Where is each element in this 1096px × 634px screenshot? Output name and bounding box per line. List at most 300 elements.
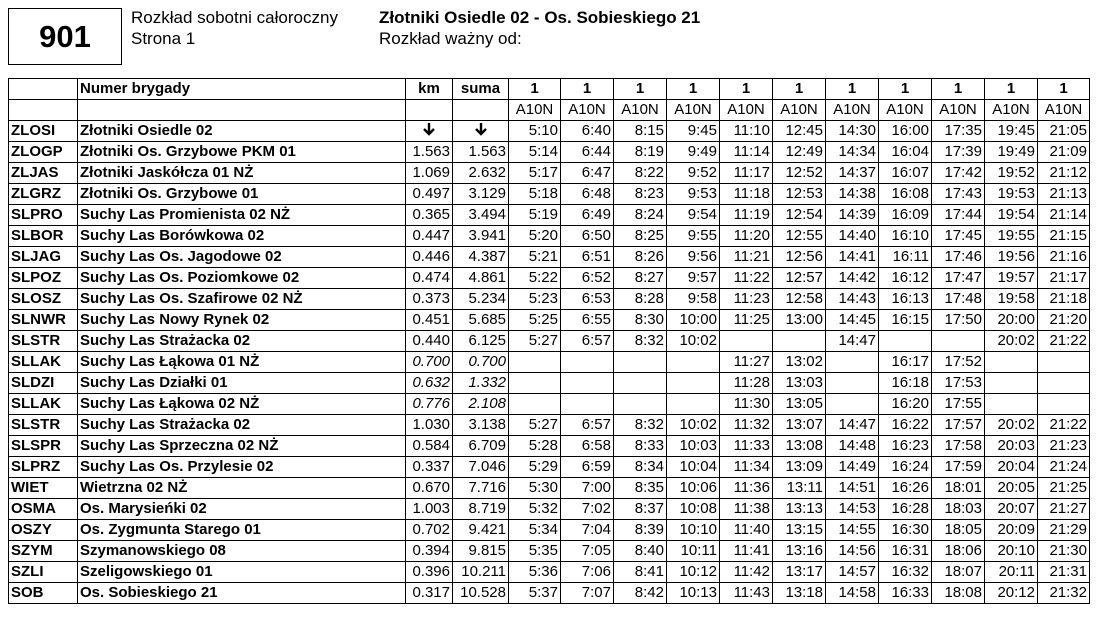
departure-time: 21:27 <box>1038 499 1090 520</box>
departure-time: 7:04 <box>561 520 614 541</box>
stop-row <box>9 226 1090 247</box>
departure-time: 10:10 <box>667 520 720 541</box>
departure-time: 20:03 <box>985 436 1038 457</box>
departure-time: 19:58 <box>985 289 1038 310</box>
departure-time <box>667 394 720 415</box>
vehicle-type: A10N <box>561 100 614 121</box>
stop-sum: 0.700 <box>453 352 509 373</box>
departure-time: 16:11 <box>879 247 932 268</box>
departure-time: 11:42 <box>720 562 773 583</box>
departure-time: 5:29 <box>509 457 561 478</box>
departure-time: 8:30 <box>614 310 667 331</box>
stop-sum: 5.685 <box>453 310 509 331</box>
departure-time: 18:05 <box>932 520 985 541</box>
departure-time: 10:02 <box>667 415 720 436</box>
stop-name: Suchy Las Strażacka 02 <box>78 415 406 436</box>
departure-time: 8:27 <box>614 268 667 289</box>
stop-km: 0.700 <box>406 352 453 373</box>
vehicle-type: A10N <box>932 100 985 121</box>
departure-time: 21:12 <box>1038 163 1090 184</box>
departure-time: 6:47 <box>561 163 614 184</box>
departure-time: 10:12 <box>667 562 720 583</box>
departure-time: 9:56 <box>667 247 720 268</box>
stop-km: 0.337 <box>406 457 453 478</box>
departure-time: 5:14 <box>509 142 561 163</box>
stop-name: Os. Zygmunta Starego 01 <box>78 520 406 541</box>
departure-time: 11:20 <box>720 226 773 247</box>
departure-time: 17:46 <box>932 247 985 268</box>
departure-time: 9:58 <box>667 289 720 310</box>
departure-time: 14:58 <box>826 583 879 604</box>
departure-time: 7:05 <box>561 541 614 562</box>
departure-time: 19:57 <box>985 268 1038 289</box>
vehicle-type: A10N <box>1038 100 1090 121</box>
departure-time: 5:32 <box>509 499 561 520</box>
stop-code: SLNWR <box>9 310 78 331</box>
departure-time: 14:43 <box>826 289 879 310</box>
departure-time: 18:08 <box>932 583 985 604</box>
stop-code: SOB <box>9 583 78 604</box>
stop-code: ZLOGP <box>9 142 78 163</box>
stop-name: Suchy Las Promienista 02 NŻ <box>78 205 406 226</box>
departure-time: 12:54 <box>773 205 826 226</box>
stop-name: Suchy Las Sprzeczna 02 NŻ <box>78 436 406 457</box>
departure-time: 10:02 <box>667 331 720 352</box>
stop-sum: 1.332 <box>453 373 509 394</box>
departure-time: 17:53 <box>932 373 985 394</box>
departure-time: 17:55 <box>932 394 985 415</box>
stop-sum: 7.716 <box>453 478 509 499</box>
vehicle-type: A10N <box>720 100 773 121</box>
departure-time: 13:02 <box>773 352 826 373</box>
stop-sum: 2.108 <box>453 394 509 415</box>
valid-from-label: Rozkład ważny od: <box>379 29 522 48</box>
departure-time: 17:42 <box>932 163 985 184</box>
stop-sum: 4.861 <box>453 268 509 289</box>
departure-time: 13:05 <box>773 394 826 415</box>
departure-time: 17:47 <box>932 268 985 289</box>
departure-time: 21:31 <box>1038 562 1090 583</box>
departure-time: 17:39 <box>932 142 985 163</box>
page-label: Strona 1 <box>131 29 196 48</box>
stop-km: 0.446 <box>406 247 453 268</box>
departure-time: 14:42 <box>826 268 879 289</box>
departure-time: 5:18 <box>509 184 561 205</box>
stop-name: Suchy Las Os. Przylesie 02 <box>78 457 406 478</box>
departure-time: 19:45 <box>985 121 1038 142</box>
departure-time: 20:05 <box>985 478 1038 499</box>
departure-time <box>561 394 614 415</box>
departure-time: 14:55 <box>826 520 879 541</box>
departure-time: 12:45 <box>773 121 826 142</box>
departure-time <box>561 352 614 373</box>
departure-time: 16:17 <box>879 352 932 373</box>
departure-time: 14:45 <box>826 310 879 331</box>
departure-time: 11:17 <box>720 163 773 184</box>
departure-time: 16:12 <box>879 268 932 289</box>
departure-time: 11:41 <box>720 541 773 562</box>
stop-sum: 2.632 <box>453 163 509 184</box>
departure-time: 13:07 <box>773 415 826 436</box>
departure-time: 8:23 <box>614 184 667 205</box>
departure-time: 6:51 <box>561 247 614 268</box>
departure-time: 14:48 <box>826 436 879 457</box>
departure-time: 16:28 <box>879 499 932 520</box>
stop-row <box>9 142 1090 163</box>
header-empty <box>453 100 509 121</box>
departure-time: 12:55 <box>773 226 826 247</box>
header-row-brigade <box>9 79 1090 100</box>
departure-time: 21:20 <box>1038 310 1090 331</box>
stop-km: 0.394 <box>406 541 453 562</box>
departure-time: 21:09 <box>1038 142 1090 163</box>
departure-time: 14:47 <box>826 331 879 352</box>
departure-time: 6:59 <box>561 457 614 478</box>
vehicle-type: A10N <box>985 100 1038 121</box>
departure-time: 5:27 <box>509 415 561 436</box>
stop-row <box>9 583 1090 604</box>
stop-name: Złotniki Os. Grzybowe 01 <box>78 184 406 205</box>
departure-time: 21:22 <box>1038 415 1090 436</box>
departure-time: 19:55 <box>985 226 1038 247</box>
departure-time <box>1038 373 1090 394</box>
departure-time: 19:52 <box>985 163 1038 184</box>
stop-name: Suchy Las Os. Poziomkowe 02 <box>78 268 406 289</box>
departure-time <box>667 373 720 394</box>
stop-km: 1.563 <box>406 142 453 163</box>
departure-time: 6:49 <box>561 205 614 226</box>
departure-time: 18:01 <box>932 478 985 499</box>
departure-time <box>614 352 667 373</box>
stop-name: Suchy Las Łąkowa 01 NŻ <box>78 352 406 373</box>
departure-time: 11:27 <box>720 352 773 373</box>
departure-time: 21:14 <box>1038 205 1090 226</box>
stop-km: 0.474 <box>406 268 453 289</box>
stop-sum: 8.719 <box>453 499 509 520</box>
departure-time: 17:48 <box>932 289 985 310</box>
departure-time <box>985 394 1038 415</box>
stop-row <box>9 457 1090 478</box>
departure-time: 8:19 <box>614 142 667 163</box>
departure-time: 8:22 <box>614 163 667 184</box>
departure-time: 6:44 <box>561 142 614 163</box>
vehicle-type: A10N <box>773 100 826 121</box>
departure-time: 6:58 <box>561 436 614 457</box>
timetable <box>8 78 1090 604</box>
departure-time: 11:28 <box>720 373 773 394</box>
departure-time: 5:25 <box>509 310 561 331</box>
brigade-number: 1 <box>614 79 667 100</box>
stop-row <box>9 520 1090 541</box>
departure-time: 5:21 <box>509 247 561 268</box>
departure-time: 20:09 <box>985 520 1038 541</box>
departure-time: 12:49 <box>773 142 826 163</box>
departure-time: 17:59 <box>932 457 985 478</box>
brigade-number: 1 <box>985 79 1038 100</box>
sum-label: suma <box>453 79 509 100</box>
departure-time: 20:04 <box>985 457 1038 478</box>
departure-time: 5:23 <box>509 289 561 310</box>
departure-time <box>509 394 561 415</box>
departure-time <box>614 394 667 415</box>
stop-sum: 3.941 <box>453 226 509 247</box>
departure-time: 16:26 <box>879 478 932 499</box>
departure-time: 5:34 <box>509 520 561 541</box>
departure-time: 5:27 <box>509 331 561 352</box>
departure-time <box>826 394 879 415</box>
line-title: Złotniki Osiedle 02 - Os. Sobieskiego 21 <box>379 8 701 27</box>
departure-time: 13:08 <box>773 436 826 457</box>
departure-time: 11:19 <box>720 205 773 226</box>
stop-name: Suchy Las Borówkowa 02 <box>78 226 406 247</box>
departure-time: 8:28 <box>614 289 667 310</box>
departure-time: 8:35 <box>614 478 667 499</box>
departure-time: 8:15 <box>614 121 667 142</box>
stop-sum: 3.138 <box>453 415 509 436</box>
stop-sum: 10.211 <box>453 562 509 583</box>
departure-time: 18:06 <box>932 541 985 562</box>
departure-time: 21:32 <box>1038 583 1090 604</box>
stop-code: ZLJAS <box>9 163 78 184</box>
departure-time: 8:25 <box>614 226 667 247</box>
departure-time: 19:56 <box>985 247 1038 268</box>
stop-km: 0.440 <box>406 331 453 352</box>
departure-time: 10:06 <box>667 478 720 499</box>
departure-time: 14:34 <box>826 142 879 163</box>
stop-row <box>9 415 1090 436</box>
stop-name: Suchy Las Os. Jagodowe 02 <box>78 247 406 268</box>
stop-km: 0.447 <box>406 226 453 247</box>
departure-time: 7:02 <box>561 499 614 520</box>
departure-time: 21:16 <box>1038 247 1090 268</box>
stop-km: 1.003 <box>406 499 453 520</box>
departure-time: 13:13 <box>773 499 826 520</box>
stop-name: Złotniki Os. Grzybowe PKM 01 <box>78 142 406 163</box>
departure-time: 6:48 <box>561 184 614 205</box>
departure-time: 14:40 <box>826 226 879 247</box>
departure-time: 18:07 <box>932 562 985 583</box>
brigade-number: 1 <box>773 79 826 100</box>
departure-time: 6:53 <box>561 289 614 310</box>
stop-km: 0.776 <box>406 394 453 415</box>
departure-time: 17:58 <box>932 436 985 457</box>
vehicle-type: A10N <box>667 100 720 121</box>
departure-time: 16:07 <box>879 163 932 184</box>
departure-time: 16:20 <box>879 394 932 415</box>
departure-time: 5:17 <box>509 163 561 184</box>
stop-name: Os. Sobieskiego 21 <box>78 583 406 604</box>
stop-code: OSZY <box>9 520 78 541</box>
stop-sum: 6.125 <box>453 331 509 352</box>
departure-time: 13:15 <box>773 520 826 541</box>
departure-time: 21:22 <box>1038 331 1090 352</box>
stop-km: 0.317 <box>406 583 453 604</box>
brigade-number: 1 <box>879 79 932 100</box>
departure-time: 10:11 <box>667 541 720 562</box>
stop-sum: 4.387 <box>453 247 509 268</box>
departure-time: 14:41 <box>826 247 879 268</box>
km-label: km <box>406 79 453 100</box>
down-arrow-icon <box>453 121 509 142</box>
stop-sum: 9.421 <box>453 520 509 541</box>
stop-code: SLPRO <box>9 205 78 226</box>
departure-time: 16:24 <box>879 457 932 478</box>
stop-name: Szeligowskiego 01 <box>78 562 406 583</box>
stop-code: SLSPR <box>9 436 78 457</box>
departure-time: 13:00 <box>773 310 826 331</box>
departure-time: 14:47 <box>826 415 879 436</box>
departure-time: 9:57 <box>667 268 720 289</box>
brigade-number: 1 <box>561 79 614 100</box>
departure-time: 11:10 <box>720 121 773 142</box>
stop-km: 0.632 <box>406 373 453 394</box>
departure-time: 11:36 <box>720 478 773 499</box>
schedule-type: Rozkład sobotni całoroczny <box>131 8 338 27</box>
departure-time: 8:32 <box>614 331 667 352</box>
departure-time: 11:18 <box>720 184 773 205</box>
departure-time: 11:33 <box>720 436 773 457</box>
departure-time: 11:22 <box>720 268 773 289</box>
departure-time: 12:57 <box>773 268 826 289</box>
stop-km: 0.365 <box>406 205 453 226</box>
departure-time: 21:24 <box>1038 457 1090 478</box>
departure-time: 10:08 <box>667 499 720 520</box>
departure-time: 16:18 <box>879 373 932 394</box>
stop-code: SLOSZ <box>9 289 78 310</box>
departure-time: 19:53 <box>985 184 1038 205</box>
stop-km: 0.584 <box>406 436 453 457</box>
stop-row <box>9 247 1090 268</box>
departure-time <box>826 352 879 373</box>
stop-code: SLSTR <box>9 415 78 436</box>
brigade-number: 1 <box>1038 79 1090 100</box>
departure-time: 12:53 <box>773 184 826 205</box>
departure-time <box>985 373 1038 394</box>
departure-time: 20:00 <box>985 310 1038 331</box>
departure-time: 13:11 <box>773 478 826 499</box>
departure-time: 14:30 <box>826 121 879 142</box>
departure-time: 20:02 <box>985 331 1038 352</box>
departure-time: 21:18 <box>1038 289 1090 310</box>
departure-time: 5:20 <box>509 226 561 247</box>
departure-time: 18:03 <box>932 499 985 520</box>
departure-time: 5:28 <box>509 436 561 457</box>
stop-name: Suchy Las Os. Szafirowe 02 NŻ <box>78 289 406 310</box>
departure-time: 10:00 <box>667 310 720 331</box>
departure-time: 6:57 <box>561 415 614 436</box>
departure-time: 14:53 <box>826 499 879 520</box>
departure-time: 16:31 <box>879 541 932 562</box>
departure-time: 21:23 <box>1038 436 1090 457</box>
departure-time <box>614 373 667 394</box>
stop-row <box>9 499 1090 520</box>
stop-sum: 1.563 <box>453 142 509 163</box>
departure-time: 9:55 <box>667 226 720 247</box>
departure-time <box>826 373 879 394</box>
departure-time: 16:04 <box>879 142 932 163</box>
departure-time: 20:12 <box>985 583 1038 604</box>
down-arrow-icon <box>406 121 453 142</box>
departure-time: 11:38 <box>720 499 773 520</box>
vehicle-type: A10N <box>509 100 561 121</box>
departure-time: 14:51 <box>826 478 879 499</box>
vehicle-type: A10N <box>879 100 932 121</box>
stop-km: 1.030 <box>406 415 453 436</box>
departure-time: 9:53 <box>667 184 720 205</box>
departure-time: 11:43 <box>720 583 773 604</box>
departure-time: 16:15 <box>879 310 932 331</box>
departure-time: 21:25 <box>1038 478 1090 499</box>
departure-time: 21:17 <box>1038 268 1090 289</box>
stop-code: SLLAK <box>9 352 78 373</box>
departure-time: 16:23 <box>879 436 932 457</box>
departure-time: 21:30 <box>1038 541 1090 562</box>
departure-time <box>932 331 985 352</box>
departure-time: 9:52 <box>667 163 720 184</box>
departure-time: 17:44 <box>932 205 985 226</box>
stop-sum: 9.815 <box>453 541 509 562</box>
departure-time: 17:35 <box>932 121 985 142</box>
departure-time: 9:54 <box>667 205 720 226</box>
departure-time: 6:57 <box>561 331 614 352</box>
departure-time: 12:52 <box>773 163 826 184</box>
departure-time: 6:55 <box>561 310 614 331</box>
departure-time <box>561 373 614 394</box>
stop-row <box>9 184 1090 205</box>
departure-time: 5:10 <box>509 121 561 142</box>
departure-time: 11:25 <box>720 310 773 331</box>
stop-sum: 3.494 <box>453 205 509 226</box>
departure-time: 14:57 <box>826 562 879 583</box>
departure-time: 21:15 <box>1038 226 1090 247</box>
departure-time: 16:08 <box>879 184 932 205</box>
departure-time: 17:52 <box>932 352 985 373</box>
departure-time: 14:39 <box>826 205 879 226</box>
stop-sum: 3.129 <box>453 184 509 205</box>
departure-time: 7:07 <box>561 583 614 604</box>
stop-sum: 6.709 <box>453 436 509 457</box>
departure-time: 5:35 <box>509 541 561 562</box>
departure-time: 19:49 <box>985 142 1038 163</box>
departure-time: 8:24 <box>614 205 667 226</box>
stop-code: SLBOR <box>9 226 78 247</box>
departure-time <box>1038 352 1090 373</box>
departure-time: 13:16 <box>773 541 826 562</box>
departure-time <box>773 331 826 352</box>
departure-time: 20:11 <box>985 562 1038 583</box>
stop-name: Os. Marysieńki 02 <box>78 499 406 520</box>
departure-time: 5:36 <box>509 562 561 583</box>
stop-row <box>9 373 1090 394</box>
brigade-number: 1 <box>932 79 985 100</box>
stop-name: Suchy Las Działki 01 <box>78 373 406 394</box>
departure-time: 11:34 <box>720 457 773 478</box>
departure-time: 8:39 <box>614 520 667 541</box>
stop-row <box>9 121 1090 142</box>
departure-time <box>985 352 1038 373</box>
stop-row <box>9 436 1090 457</box>
stop-km: 1.069 <box>406 163 453 184</box>
brigade-number: 1 <box>720 79 773 100</box>
departure-time <box>509 352 561 373</box>
header-empty <box>406 100 453 121</box>
departure-time: 11:40 <box>720 520 773 541</box>
departure-time: 21:29 <box>1038 520 1090 541</box>
stop-km: 0.373 <box>406 289 453 310</box>
stop-row <box>9 163 1090 184</box>
stop-km: 0.396 <box>406 562 453 583</box>
departure-time: 16:33 <box>879 583 932 604</box>
